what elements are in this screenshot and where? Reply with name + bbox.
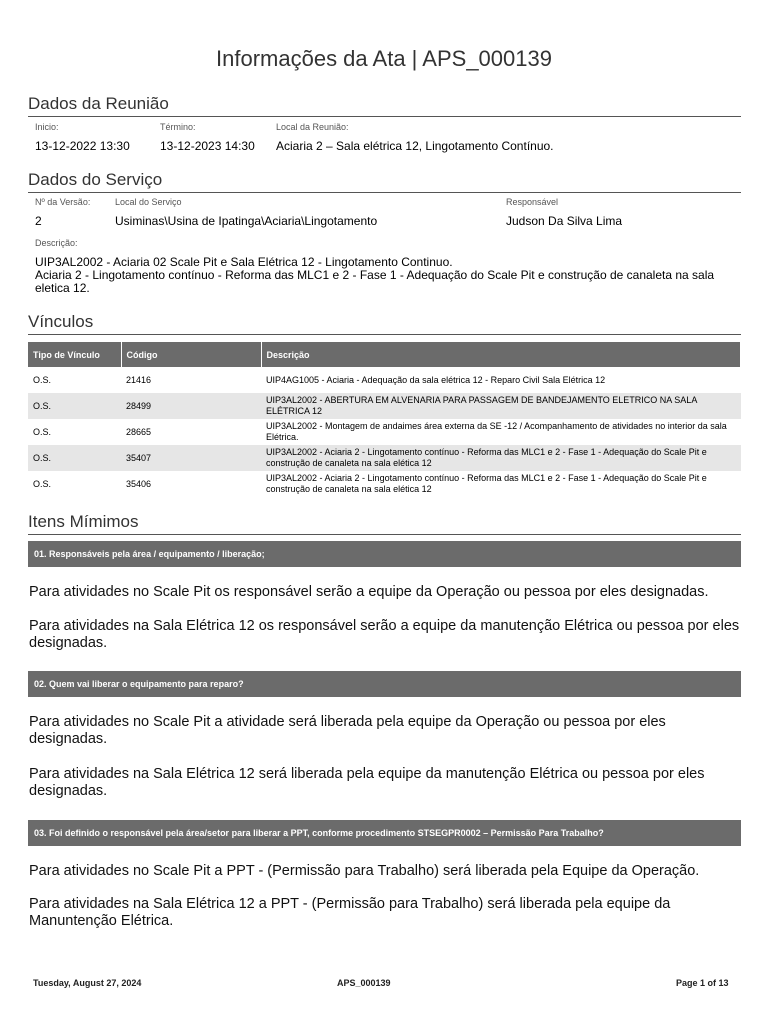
inicio-label: Inicio:	[35, 122, 59, 132]
cell-descricao: UIP3AL2002 - ABERTURA EM ALVENARIA PARA PASSAGEM DE BANDEJAMENTO ELETRICO NA SALA ELÉTRICA 12	[261, 393, 741, 419]
answer-2-1: Para atividades no Scale Pit a atividade será liberada pela equipe da Operação ou pessoa por eles designadas.	[29, 714, 666, 747]
table-row	[28, 393, 741, 419]
footer-doc-id: APS_000139	[337, 978, 391, 988]
answer-1-2: Para atividades na Sala Elétrica 12 os responsável serão a equipe da manutenção Elétrica ou pessoa por eles designadas.	[29, 618, 740, 651]
answer-2-2: Para atividades na Sala Elétrica 12 será liberada pela equipe da manutenção Elétrica ou pessoa por eles designadas.	[29, 766, 705, 799]
descricao-line-2: Aciaria 2 - Lingotamento contínuo - Reforma das MLC1 e 2 - Fase 1 - Adequação do Scale Pit e construção de canaleta na sala eletica 12.	[35, 268, 715, 295]
answer-3-2: Para atividades na Sala Elétrica 12 a PPT - (Permissão para Trabalho) será liberada pela equipe da Manuntenção Elétrica.	[29, 896, 671, 929]
local-reuniao-value: Aciaria 2 – Sala elétrica 12, Lingotamento Contínuo.	[276, 139, 554, 153]
versao-value: 2	[35, 214, 42, 228]
section-heading-itens: Itens Mímimos	[28, 512, 741, 535]
cell-tipo: O.S.	[28, 393, 121, 419]
responsavel-value: Judson Da Silva Lima	[506, 214, 623, 228]
cell-codigo: 28499	[121, 393, 261, 419]
footer-date: Tuesday, August 27, 2024	[33, 978, 142, 988]
versao-label: Nº da Versão:	[35, 197, 91, 207]
answer-1-1: Para atividades no Scale Pit os responsável serão a equipe da Operação ou pessoa por eles designadas.	[29, 584, 709, 600]
table-row	[28, 471, 741, 497]
local-reuniao-label: Local da Reunião:	[276, 122, 349, 132]
table-row	[28, 419, 741, 445]
column-header-descricao: Descrição	[261, 342, 741, 367]
inicio-value: 13-12-2022 13:30	[35, 139, 130, 153]
termino-value: 13-12-2023 14:30	[160, 139, 255, 153]
section-heading-servico: Dados do Serviço	[28, 170, 741, 193]
cell-tipo: O.S.	[33, 426, 52, 437]
cell-codigo: 35406	[126, 478, 152, 489]
cell-descricao: UIP4AG1005 - Aciaria - Adequação da sala elétrica 12 - Reparo Civil Sala Elétrica 12	[266, 374, 606, 385]
local-servico-label: Local do Serviço	[115, 197, 182, 207]
vinculos-table	[28, 342, 741, 497]
cell-tipo: O.S.	[33, 374, 52, 385]
cell-descricao: UIP3AL2002 - Aciaria 2 - Lingotamento contínuo - Reforma das MLC1 e 2 - Fase 1 - Adequação do Scale Pit e construção de canaleta na sala elética 12	[266, 473, 707, 494]
cell-codigo: 21416	[126, 374, 152, 385]
cell-tipo: O.S.	[28, 445, 121, 471]
section-heading-vinculos: Vínculos	[28, 312, 741, 335]
table-header-row	[28, 342, 741, 367]
column-header-tipo: Tipo de Vínculo	[28, 342, 121, 367]
page-title: Informações da Ata | APS_000139	[216, 46, 552, 71]
table-row	[28, 367, 741, 393]
cell-descricao: UIP3AL2002 - Montagem de andaimes área externa da SE -12 / Acompanhamento de atividades no interior da sala Elétrica.	[266, 421, 727, 442]
column-header-codigo: Código	[121, 342, 261, 367]
descricao-label: Descrição:	[35, 238, 78, 248]
cell-codigo: 28665	[126, 426, 152, 437]
local-servico-value: Usiminas\Usina de Ipatinga\Aciaria\Lingotamento	[115, 214, 378, 228]
cell-descricao: UIP3AL2002 - Aciaria 2 - Lingotamento contínuo - Reforma das MLC1 e 2 - Fase 1 - Adequação do Scale Pit e construção de canaleta na sala elética 12	[261, 445, 741, 471]
question-bar-1: 01. Responsáveis pela área / equipamento / liberação;	[28, 541, 741, 567]
responsavel-label: Responsável	[506, 197, 559, 207]
termino-label: Término:	[160, 122, 196, 132]
cell-tipo: O.S.	[33, 478, 52, 489]
descricao-line-1: UIP3AL2002 - Aciaria 02 Scale Pit e Sala Elétrica 12 - Lingotamento Continuo.	[35, 255, 453, 269]
answer-3-1: Para atividades no Scale Pit a PPT - (Permissão para Trabalho) será liberada pela Equipe da Operação.	[29, 863, 700, 879]
question-bar-2: 02. Quem vai liberar o equipamento para reparo?	[28, 671, 741, 697]
cell-codigo: 35407	[121, 445, 261, 471]
table-row	[28, 445, 741, 471]
question-bar-3: 03. Foi definido o responsável pela área/setor para liberar a PPT, conforme procedimento STSEGPR0002 – Permissão Para Trabalho?	[28, 820, 741, 846]
footer-page-number: Page 1 of 13	[676, 978, 729, 988]
section-heading-reuniao: Dados da Reunião	[28, 94, 741, 117]
